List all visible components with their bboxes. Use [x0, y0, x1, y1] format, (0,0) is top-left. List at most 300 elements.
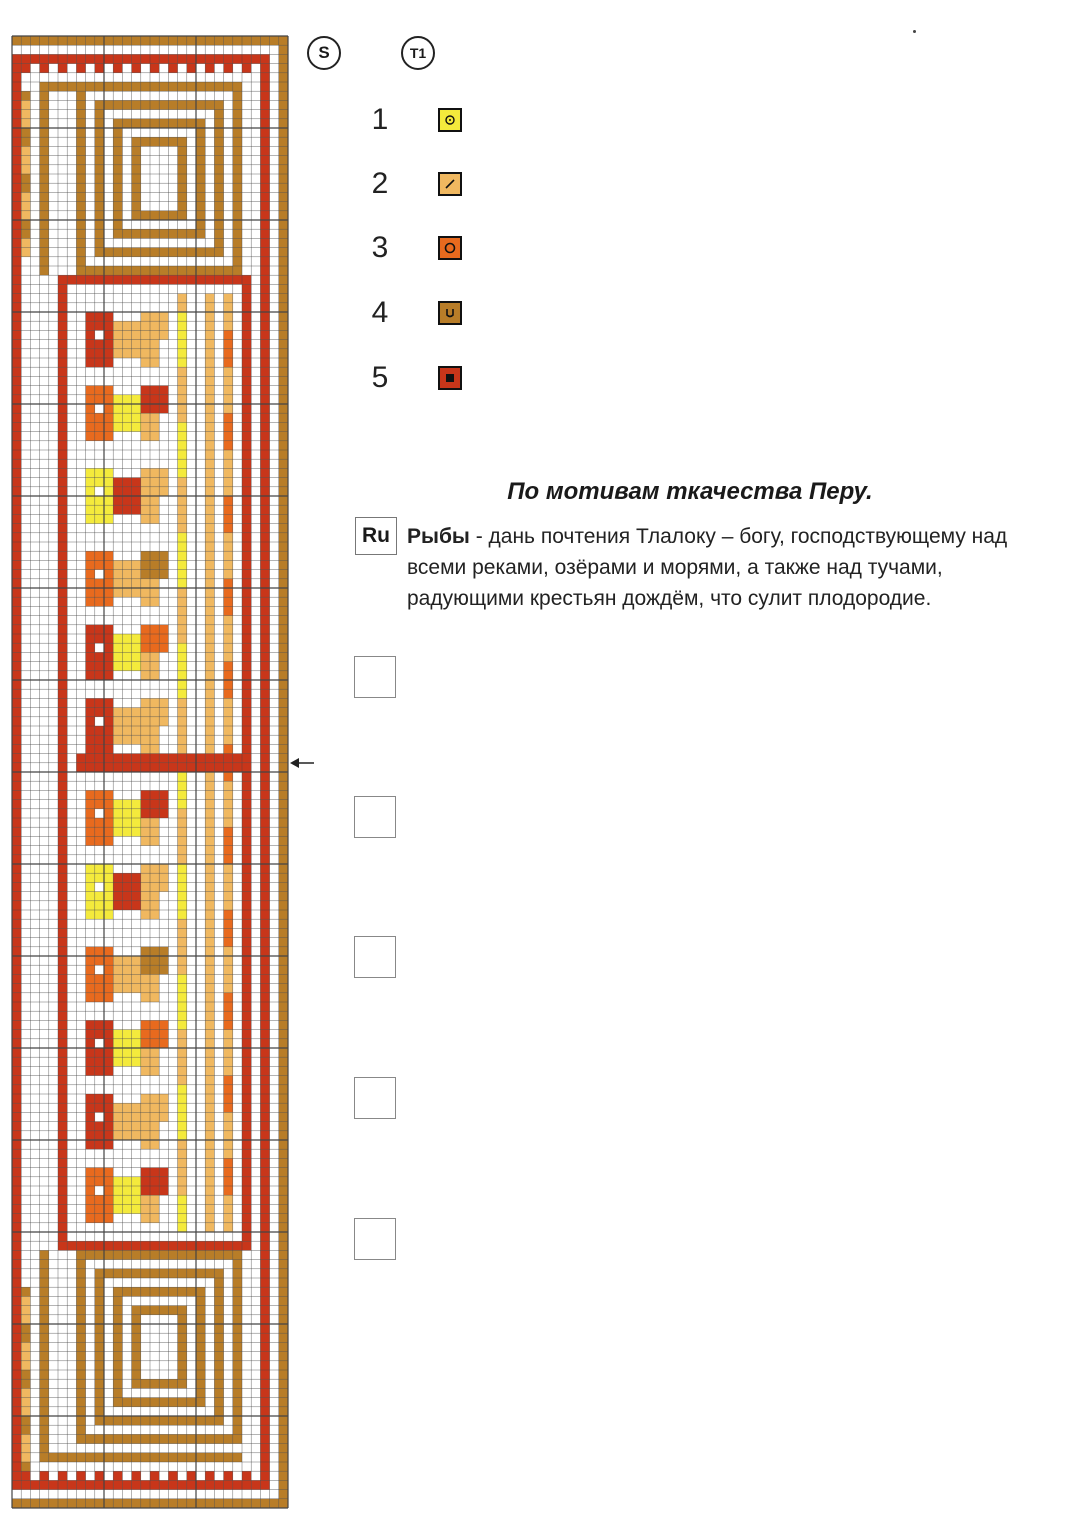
stitch-cell — [233, 119, 242, 128]
stitch-cell — [233, 275, 242, 284]
stitch-cell — [150, 432, 159, 441]
stitch-cell — [150, 1204, 159, 1213]
stitch-cell — [224, 1103, 233, 1112]
stitch-cell — [242, 1499, 251, 1508]
stitch-cell — [12, 303, 21, 312]
stitch-cell — [205, 395, 214, 404]
stitch-cell — [196, 229, 205, 238]
stitch-cell — [178, 947, 187, 956]
stitch-cell — [224, 340, 233, 349]
stitch-cell — [214, 100, 223, 109]
stitch-cell — [260, 119, 269, 128]
stitch-cell — [178, 478, 187, 487]
stitch-cell — [279, 1490, 288, 1499]
stitch-cell — [12, 358, 21, 367]
stitch-cell — [279, 882, 288, 891]
stitch-cell — [30, 54, 39, 63]
stitch-cell — [113, 588, 122, 597]
stitch-cell — [279, 984, 288, 993]
stitch-cell — [58, 993, 67, 1002]
stitch-cell — [132, 349, 141, 358]
stitch-cell — [159, 1499, 168, 1508]
stitch-cell — [168, 1250, 177, 1259]
stitch-cell — [233, 1296, 242, 1305]
stitch-cell — [132, 1306, 141, 1315]
stitch-cell — [12, 73, 21, 82]
stitch-cell — [86, 1122, 95, 1131]
stitch-cell — [113, 100, 122, 109]
stitch-cell — [76, 1453, 85, 1462]
stitch-cell — [233, 1398, 242, 1407]
stitch-cell — [260, 468, 269, 477]
stitch-cell — [86, 864, 95, 873]
stitch-cell — [214, 211, 223, 220]
stitch-cell — [141, 468, 150, 477]
stitch-cell — [279, 809, 288, 818]
stitch-cell — [178, 1480, 187, 1489]
stitch-cell — [58, 717, 67, 726]
stitch-cell — [242, 928, 251, 937]
stitch-cell — [214, 754, 223, 763]
stitch-cell — [196, 1324, 205, 1333]
stitch-cell — [86, 588, 95, 597]
stitch-cell — [104, 717, 113, 726]
stitch-cell — [279, 128, 288, 137]
stitch-cell — [86, 726, 95, 735]
stitch-cell — [224, 588, 233, 597]
stitch-cell — [58, 1168, 67, 1177]
stitch-cell — [58, 514, 67, 523]
stitch-cell — [150, 358, 159, 367]
stitch-cell — [58, 560, 67, 569]
stitch-cell — [150, 1416, 159, 1425]
stitch-cell — [76, 1250, 85, 1259]
stitch-cell — [159, 947, 168, 956]
stitch-cell — [224, 1158, 233, 1167]
stitch-cell — [260, 551, 269, 560]
stitch-cell — [104, 1499, 113, 1508]
stitch-cell — [178, 422, 187, 431]
stitch-cell — [141, 551, 150, 560]
stitch-cell — [260, 358, 269, 367]
stitch-cell — [260, 818, 269, 827]
stitch-cell — [233, 266, 242, 275]
stitch-cell — [113, 1361, 122, 1370]
stitch-cell — [150, 634, 159, 643]
stitch-cell — [214, 1361, 223, 1370]
stitch-cell — [260, 1204, 269, 1213]
stitch-cell — [40, 165, 49, 174]
stitch-cell — [58, 947, 67, 956]
stitch-cell — [132, 800, 141, 809]
stitch-cell — [12, 855, 21, 864]
stitch-cell — [279, 395, 288, 404]
stitch-cell — [12, 790, 21, 799]
stitch-cell — [242, 800, 251, 809]
stitch-cell — [279, 974, 288, 983]
stitch-cell — [58, 781, 67, 790]
stitch-cell — [113, 413, 122, 422]
stitch-cell — [21, 192, 30, 201]
stitch-cell — [76, 1416, 85, 1425]
stitch-cell — [260, 1085, 269, 1094]
stitch-cell — [86, 1039, 95, 1048]
stitch-cell — [132, 183, 141, 192]
stitch-cell — [214, 174, 223, 183]
stitch-cell — [233, 1260, 242, 1269]
stitch-cell — [279, 1186, 288, 1195]
stitch-cell — [104, 1112, 113, 1121]
stitch-cell — [279, 901, 288, 910]
stitch-cell — [122, 275, 131, 284]
stitch-cell — [141, 864, 150, 873]
stitch-cell — [21, 91, 30, 100]
stitch-cell — [242, 1030, 251, 1039]
stitch-cell — [205, 836, 214, 845]
stitch-cell — [86, 984, 95, 993]
stitch-cell — [86, 910, 95, 919]
stitch-cell — [224, 64, 233, 73]
stitch-cell — [260, 1250, 269, 1259]
stitch-cell — [141, 1379, 150, 1388]
stitch-cell — [205, 855, 214, 864]
stitch-cell — [21, 100, 30, 109]
stitch-cell — [196, 137, 205, 146]
stitch-cell — [141, 1030, 150, 1039]
stitch-cell — [233, 1480, 242, 1489]
stitch-cell — [242, 984, 251, 993]
stitch-cell — [95, 1094, 104, 1103]
stitch-cell — [40, 128, 49, 137]
stitch-cell — [279, 1379, 288, 1388]
stitch-cell — [12, 1186, 21, 1195]
stitch-cell — [224, 827, 233, 836]
stitch-cell — [242, 763, 251, 772]
stitch-cell — [233, 1361, 242, 1370]
stitch-cell — [150, 1177, 159, 1186]
stitch-cell — [21, 1342, 30, 1351]
stitch-cell — [159, 1039, 168, 1048]
stitch-cell — [76, 1296, 85, 1305]
stitch-cell — [279, 533, 288, 542]
stitch-cell — [76, 248, 85, 257]
empty-language-box — [354, 936, 396, 978]
stitch-cell — [159, 1453, 168, 1462]
stitch-cell — [205, 82, 214, 91]
stitch-cell — [168, 229, 177, 238]
stitch-cell — [242, 680, 251, 689]
stitch-cell — [224, 956, 233, 965]
stitch-cell — [95, 1416, 104, 1425]
stitch-cell — [205, 1177, 214, 1186]
stitch-cell — [12, 459, 21, 468]
stitch-cell — [242, 873, 251, 882]
stitch-cell — [76, 1361, 85, 1370]
stitch-cell — [260, 404, 269, 413]
stitch-cell — [86, 625, 95, 634]
stitch-cell — [260, 892, 269, 901]
stitch-cell — [224, 892, 233, 901]
stitch-cell — [95, 1057, 104, 1066]
stitch-cell — [242, 1112, 251, 1121]
stitch-cell — [104, 1269, 113, 1278]
stitch-cell — [205, 652, 214, 661]
stitch-cell — [113, 643, 122, 652]
legend-number: 2 — [371, 167, 389, 200]
stitch-cell — [76, 1388, 85, 1397]
stitch-cell — [40, 91, 49, 100]
stitch-cell — [242, 1214, 251, 1223]
stitch-cell — [58, 1453, 67, 1462]
stitch-cell — [12, 284, 21, 293]
stitch-cell — [95, 1352, 104, 1361]
stitch-cell — [233, 1324, 242, 1333]
stitch-cell — [159, 36, 168, 45]
stitch-cell — [224, 358, 233, 367]
stitch-cell — [260, 1434, 269, 1443]
stitch-cell — [196, 192, 205, 201]
stitch-cell — [12, 36, 21, 45]
stitch-cell — [150, 478, 159, 487]
stitch-cell — [40, 1425, 49, 1434]
stitch-cell — [141, 413, 150, 422]
stitch-cell — [260, 478, 269, 487]
stitch-cell — [150, 275, 159, 284]
pattern-grid — [0, 0, 300, 1531]
stitch-cell — [159, 956, 168, 965]
stitch-cell — [224, 965, 233, 974]
stitch-cell — [113, 64, 122, 73]
stitch-cell — [58, 1140, 67, 1149]
stitch-cell — [132, 892, 141, 901]
stitch-cell — [214, 1370, 223, 1379]
stitch-cell — [205, 1011, 214, 1020]
stitch-cell — [95, 266, 104, 275]
stitch-cell — [279, 993, 288, 1002]
stitch-cell — [58, 763, 67, 772]
stitch-cell — [86, 1250, 95, 1259]
stitch-cell — [104, 1140, 113, 1149]
stitch-cell — [21, 1462, 30, 1471]
stitch-cell — [150, 1287, 159, 1296]
stitch-cell — [279, 1011, 288, 1020]
stitch-cell — [86, 974, 95, 983]
stitch-cell — [12, 1287, 21, 1296]
stitch-cell — [132, 202, 141, 211]
stitch-cell — [40, 266, 49, 275]
stitch-cell — [12, 652, 21, 661]
stitch-cell — [178, 1195, 187, 1204]
stitch-cell — [141, 478, 150, 487]
stitch-cell — [12, 1444, 21, 1453]
stitch-cell — [21, 1471, 30, 1480]
stitch-cell — [76, 1425, 85, 1434]
stitch-cell — [150, 551, 159, 560]
stitch-cell — [214, 1499, 223, 1508]
stitch-cell — [12, 1250, 21, 1259]
stitch-cell — [224, 717, 233, 726]
stitch-cell — [95, 238, 104, 247]
stitch-cell — [270, 36, 279, 45]
stitch-cell — [159, 1177, 168, 1186]
stitch-cell — [21, 1499, 30, 1508]
stitch-cell — [178, 1499, 187, 1508]
stitch-cell — [95, 1434, 104, 1443]
stitch-cell — [205, 330, 214, 339]
stitch-cell — [12, 1315, 21, 1324]
stitch-cell — [196, 54, 205, 63]
stitch-cell — [279, 1232, 288, 1241]
stitch-cell — [260, 1122, 269, 1131]
stitch-cell — [205, 514, 214, 523]
stitch-cell — [58, 1112, 67, 1121]
stitch-cell — [76, 1324, 85, 1333]
stitch-cell — [12, 551, 21, 560]
stitch-cell — [178, 882, 187, 891]
stitch-cell — [224, 735, 233, 744]
stitch-cell — [178, 82, 187, 91]
stitch-cell — [104, 671, 113, 680]
stitch-cell — [279, 174, 288, 183]
stitch-cell — [178, 570, 187, 579]
stitch-cell — [58, 487, 67, 496]
stitch-cell — [12, 422, 21, 431]
stitch-cell — [95, 1122, 104, 1131]
stitch-cell — [178, 974, 187, 983]
stitch-cell — [95, 165, 104, 174]
stitch-cell — [122, 1177, 131, 1186]
stitch-cell — [187, 1480, 196, 1489]
stitch-cell — [12, 82, 21, 91]
stitch-cell — [113, 809, 122, 818]
stitch-cell — [187, 1250, 196, 1259]
stitch-cell — [187, 64, 196, 73]
stitch-cell — [260, 459, 269, 468]
stitch-cell — [159, 1398, 168, 1407]
stitch-cell — [178, 735, 187, 744]
stitch-cell — [113, 340, 122, 349]
stitch-cell — [260, 1057, 269, 1066]
stitch-cell — [168, 1471, 177, 1480]
stitch-cell — [86, 560, 95, 569]
stitch-cell — [279, 1057, 288, 1066]
stitch-cell — [58, 1057, 67, 1066]
stitch-cell — [49, 82, 58, 91]
stitch-cell — [205, 340, 214, 349]
stitch-cell — [224, 459, 233, 468]
stitch-cell — [104, 1168, 113, 1177]
stitch-cell — [132, 974, 141, 983]
stitch-cell — [12, 1066, 21, 1075]
stitch-cell — [178, 1131, 187, 1140]
stitch-cell — [205, 1094, 214, 1103]
stitch-cell — [279, 110, 288, 119]
stitch-cell — [260, 597, 269, 606]
stitch-cell — [260, 864, 269, 873]
stitch-cell — [132, 1333, 141, 1342]
stitch-cell — [168, 1379, 177, 1388]
stitch-cell — [150, 1057, 159, 1066]
stitch-cell — [196, 220, 205, 229]
stitch-cell — [214, 1407, 223, 1416]
stitch-cell — [150, 1048, 159, 1057]
stitch-cell — [122, 717, 131, 726]
stitch-cell — [159, 1020, 168, 1029]
stitch-cell — [233, 137, 242, 146]
stitch-cell — [242, 340, 251, 349]
stitch-cell — [233, 1388, 242, 1397]
stitch-cell — [58, 570, 67, 579]
stitch-cell — [40, 54, 49, 63]
empty-language-box — [354, 796, 396, 838]
stitch-cell — [150, 1195, 159, 1204]
stitch-cell — [178, 1250, 187, 1259]
stitch-cell — [58, 873, 67, 882]
stitch-cell — [12, 100, 21, 109]
stitch-cell — [113, 818, 122, 827]
stitch-cell — [233, 1250, 242, 1259]
stitch-cell — [260, 1002, 269, 1011]
stitch-cell — [178, 652, 187, 661]
stitch-cell — [233, 1453, 242, 1462]
stitch-cell — [242, 1480, 251, 1489]
stitch-cell — [260, 100, 269, 109]
stitch-cell — [113, 1434, 122, 1443]
stitch-cell — [150, 1434, 159, 1443]
cross-stitch-pattern-chart — [0, 0, 300, 1531]
stitch-cell — [233, 1370, 242, 1379]
stitch-cell — [12, 873, 21, 882]
stitch-cell — [279, 956, 288, 965]
stitch-cell — [205, 717, 214, 726]
stitch-cell — [12, 91, 21, 100]
stitch-cell — [76, 211, 85, 220]
stitch-cell — [178, 376, 187, 385]
stitch-cell — [86, 505, 95, 514]
stitch-cell — [260, 1425, 269, 1434]
stitch-cell — [150, 652, 159, 661]
stitch-cell — [150, 1066, 159, 1075]
stitch-cell — [279, 1398, 288, 1407]
stitch-cell — [178, 36, 187, 45]
stitch-cell — [95, 560, 104, 569]
stitch-cell — [95, 211, 104, 220]
stitch-cell — [104, 882, 113, 891]
stitch-cell — [132, 1499, 141, 1508]
stitch-cell — [141, 1103, 150, 1112]
stitch-cell — [178, 496, 187, 505]
stitch-cell — [214, 165, 223, 174]
stitch-cell — [40, 1407, 49, 1416]
stitch-cell — [224, 910, 233, 919]
stitch-cell — [95, 827, 104, 836]
stitch-cell — [132, 321, 141, 330]
stitch-cell — [12, 689, 21, 698]
stitch-cell — [214, 1416, 223, 1425]
stitch-cell — [113, 1499, 122, 1508]
stitch-cell — [40, 64, 49, 73]
stitch-cell — [224, 266, 233, 275]
stitch-cell — [279, 386, 288, 395]
stitch-cell — [178, 358, 187, 367]
stitch-cell — [104, 1453, 113, 1462]
stitch-cell — [260, 266, 269, 275]
stitch-cell — [260, 514, 269, 523]
stitch-cell — [132, 1453, 141, 1462]
stitch-cell — [187, 119, 196, 128]
stitch-cell — [141, 1306, 150, 1315]
stitch-cell — [104, 100, 113, 109]
